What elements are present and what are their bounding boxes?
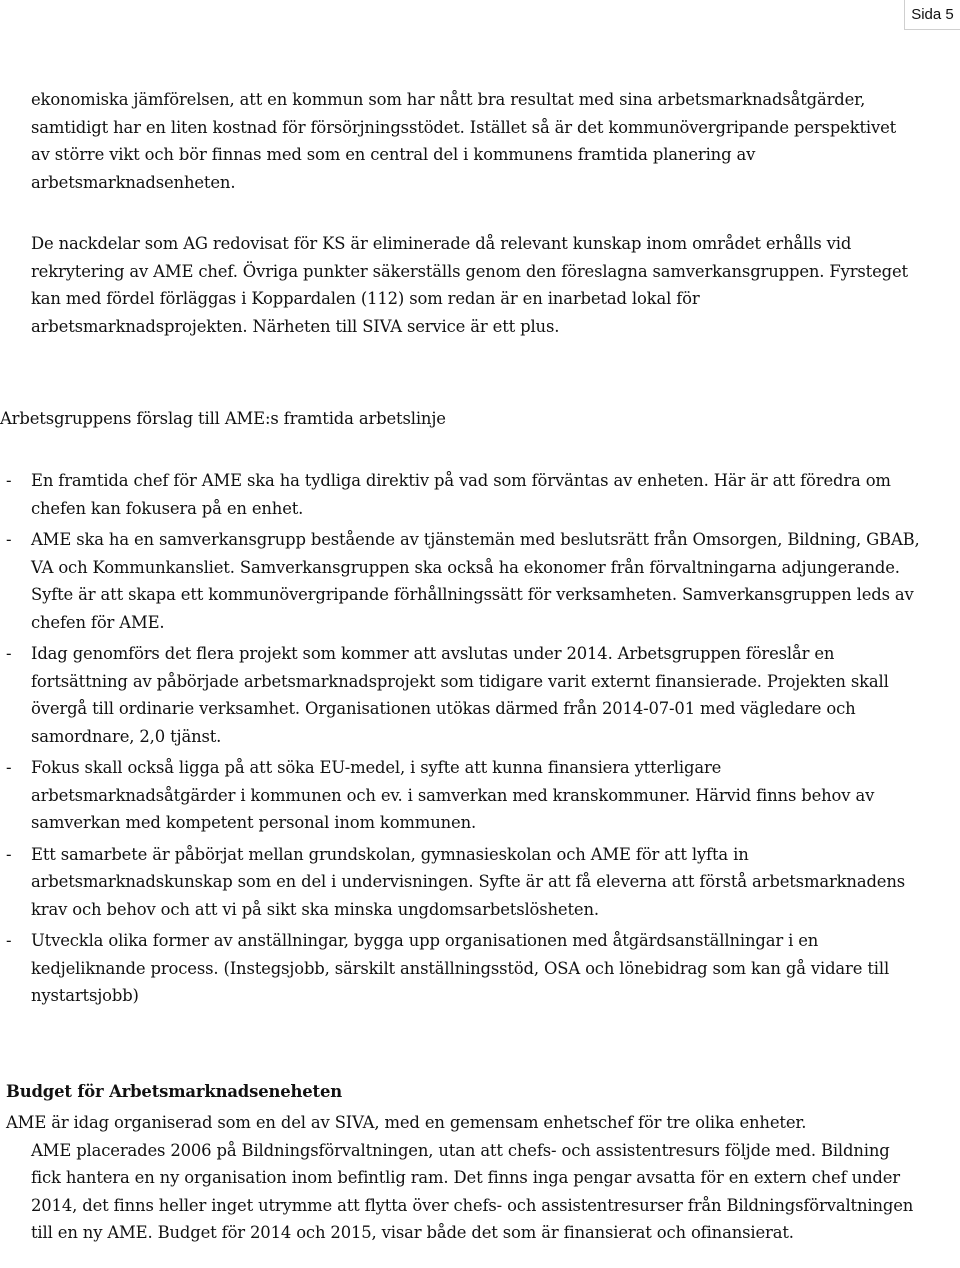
- list-item: [0, 526, 920, 636]
- bullet-dash: -: [6, 844, 12, 864]
- bullet-dash: -: [6, 471, 12, 490]
- list-item-text: En framtida chef för AME ska ha tydliga direktiv på vad som förväntas av enheten. Här är att föredra om chefen kan fokusera på en enhet.: [31, 471, 891, 518]
- list-item: [0, 754, 920, 837]
- list-item: [0, 927, 920, 1010]
- budget-body: AME placerades 2006 på Bildningsförvaltningen, utan att chefs- och assistentresurs följde med. Bildning fick hantera en ny organisation inom befintlig ram. Det finns inga pengar avsatta för en extern chef under 2014, det finns heller inget utrymme att flytta över chefs- och assistentresurser från Bildningsförvaltningen till en ny AME. Budget för 2014 och 2015, visar både det som är finansierat och ofinansierat.: [31, 1140, 914, 1242]
- list-item-text: Ett samarbete är påbörjat mellan grundskolan, gymnasieskolan och AME för att lyfta in arbetsmarknadskunskap som en del i undervisningen. Syfte är att få eleverna att förstå arbetsmarknadens krav och behov och att vi på sikt ska minska ungdomsarbetslösheten.: [31, 844, 906, 919]
- budget-heading: Budget för Arbetsmarknadseneheten: [6, 1082, 343, 1101]
- bullet-dash: -: [6, 931, 12, 950]
- list-item: [0, 640, 920, 750]
- proposal-list: [0, 467, 920, 1014]
- list-item: [0, 467, 920, 522]
- budget-first-line: AME är idag organiserad som en del av SIVA, med en gemensam enhetschef för tre olika enheter.: [6, 1113, 807, 1132]
- list-item-text: Idag genomförs det flera projekt som kommer att avslutas under 2014. Arbetsgruppen föreslår en fortsättning av påbörjade arbetsmarknadsprojekt som tidigare varit externt finansierade. Projekten skall övergå till ordinarie verksamhet. Organisationen utökas därmed från 2014-07-01 med vägledare och samordnare, 2,0 tjänst.: [31, 644, 889, 746]
- bullet-dash: -: [6, 530, 12, 549]
- budget-section: [0, 1109, 925, 1247]
- section-heading: Arbetsgruppens förslag till AME:s framtida arbetslinje: [0, 409, 446, 428]
- list-item-text: Utveckla olika former av anställningar, bygga upp organisationen med åtgärdsanställningar i en kedjeliknande process. (Instegsjobb, särskilt anställningsstöd, OSA och lönebidrag som kan gå vidare till nystartsjobb): [31, 931, 890, 1005]
- page-number-label: Sida 5: [904, 0, 960, 30]
- paragraph-ag-disadvantages: De nackdelar som AG redovisat för KS är eliminerade då relevant kunskap inom området erhålls vid rekrytering av AME chef. Övriga punkter säkerställs genom den föreslagna samverkansgruppen. Fyrsteget kan med fördel förläggas i Koppardalen (112) som redan är en inarbetad lokal för arbetsmarknadsprojekten. Närheten till SIVA service är ett plus.: [31, 234, 908, 336]
- intro-paragraph: ekonomiska jämförelsen, att en kommun som har nått bra resultat med sina arbetsmarknadsåtgärder, samtidigt har en liten kostnad för försörjningsstödet. Istället så är det kommunövergripande perspektivet av större vikt och bör finnas med som en central del i kommunens framtida planering av arbetsmarknadsenheten.: [31, 90, 897, 192]
- list-item: [0, 841, 920, 924]
- list-item-text: Fokus skall också ligga på att söka EU-medel, i syfte att kunna finansiera ytterligare arbetsmarknadsåtgärder i kommunen och ev. i samverkan med kranskommuner. Härvid finns behov av samverkan med kompetent personal inom kommunen.: [31, 758, 875, 832]
- list-item-text: AME ska ha en samverkansgrupp bestående av tjänstemän med beslutsrätt från Omsorgen, Bildning, GBAB, VA och Kommunkansliet. Samverkansgruppen ska också ha ekonomer från förvaltningarna adjungerande. Syfte är att skapa ett kommunövergripande förhållningssätt för verksamheten. Samverkansgruppen leds av chefen för AME.: [31, 530, 920, 632]
- bullet-dash: -: [6, 644, 12, 663]
- bullet-dash: -: [6, 758, 12, 777]
